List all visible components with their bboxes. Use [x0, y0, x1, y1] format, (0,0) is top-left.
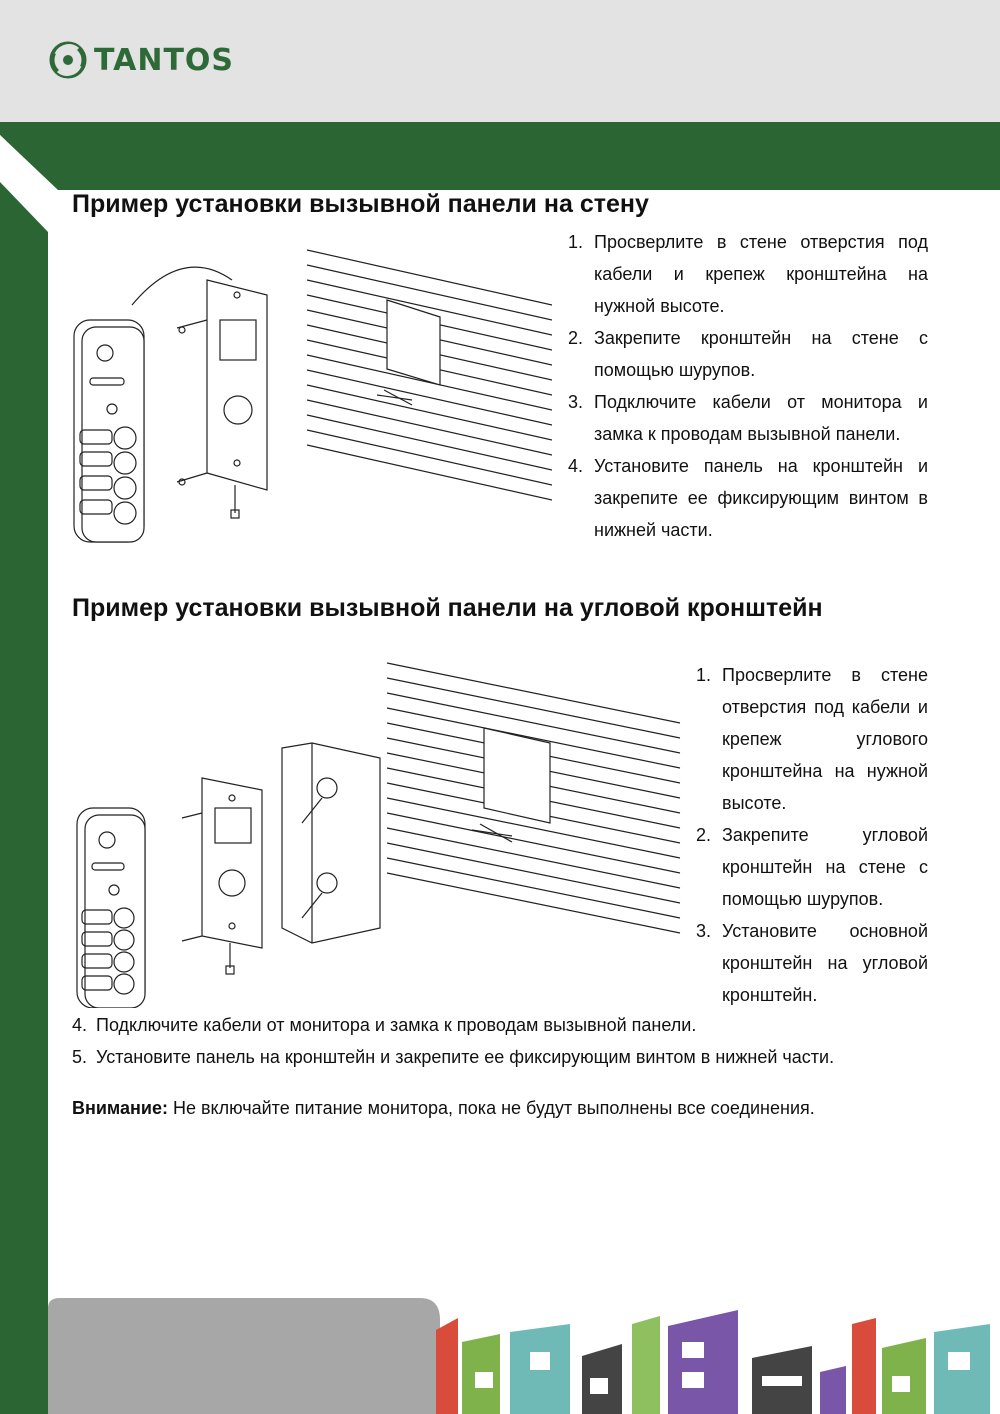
warning-note	[72, 1098, 815, 1119]
corner-mount-diagram	[72, 658, 682, 1008]
wall-mount-diagram	[72, 245, 552, 545]
list-item: 4. Установите панель на кронштейн и закрепите ее фиксирующим винтом в нижней части.	[568, 456, 928, 540]
section1-title: Пример установки вызывной панели на стену	[72, 190, 649, 218]
list-item: 3. Установите основной кронштейн на угловой кронштейн.	[696, 921, 928, 1005]
warning-label: Внимание:	[72, 1098, 168, 1118]
list-item: 2. Закрепите кронштейн на стене с помощью шурупов.	[568, 328, 928, 380]
section2-step-4: 4. Подключите кабели от монитора и замка к проводам вызывной панели.	[72, 1015, 697, 1035]
footer-buildings-illustration	[0, 1290, 1000, 1414]
section1-steps	[568, 226, 928, 546]
list-item: 1. Просверлите в стене отверстия под кабели и крепеж кронштейна на нужной высоте.	[568, 232, 928, 316]
section2-step-5: 5. Установите панель на кронштейн и закрепите ее фиксирующим винтом в нижней части.	[72, 1047, 835, 1067]
warning-text: Не включайте питание монитора, пока не будут выполнены все соединения.	[167, 1098, 815, 1118]
list-item: 3. Подключите кабели от монитора и замка к проводам вызывной панели.	[568, 392, 928, 444]
list-item: 2. Закрепите угловой кронштейн на стене с помощью шурупов.	[696, 825, 928, 909]
list-item: 1. Просверлите в стене отверстия под кабели и крепеж углового кронштейна на нужной высоте.	[696, 665, 928, 813]
section2-title: Пример установки вызывной панели на угловой кронштейн	[72, 594, 823, 622]
brand-name: TANTOS	[94, 42, 235, 78]
section2-steps	[696, 659, 928, 1011]
